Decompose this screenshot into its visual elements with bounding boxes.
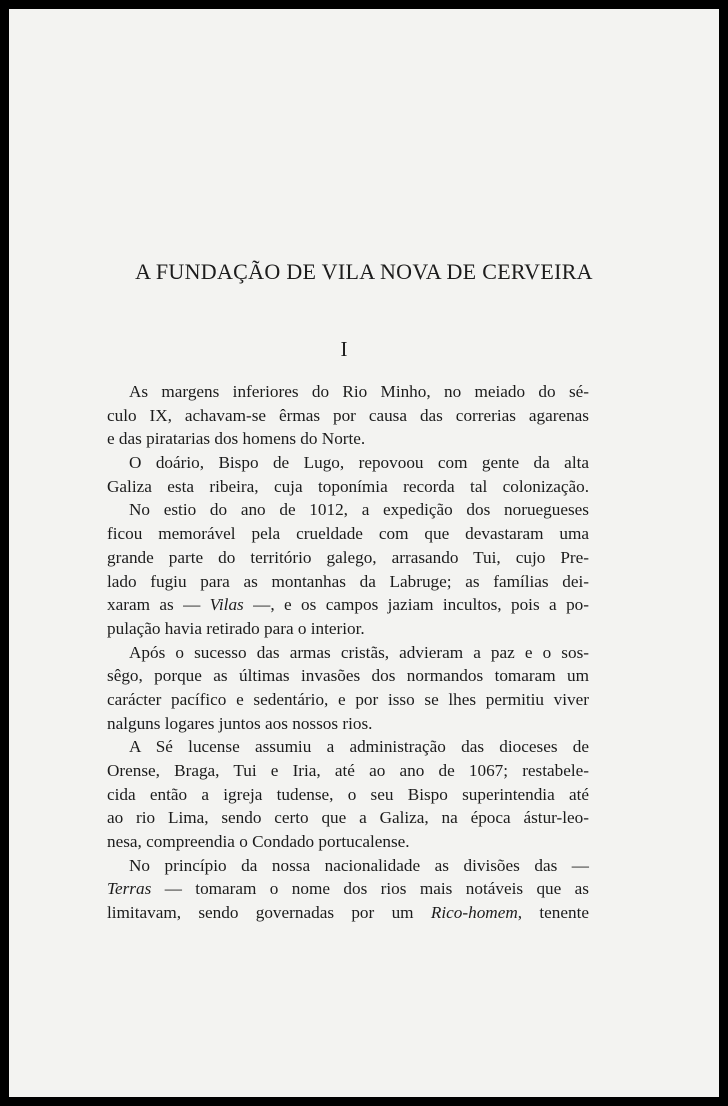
text-line: sêgo, porque as últimas invasões dos normandos tomaram um [107,666,589,686]
text-line: culo IX, achavam-se êrmas por causa das correrias agarenas [107,405,589,425]
chapter-number: I [340,337,348,361]
text-line: ficou memorável pela crueldade com que devastaram uma [107,524,589,544]
italic-term: Terras [107,879,152,899]
text-line: Orense, Braga, Tui e Iria, até ao ano de 1067; restabele- [107,761,589,780]
italic-term: Vilas [209,595,244,615]
text-fragment: — tomaram o nome dos rios mais notáveis que as [151,879,589,899]
text-line: lado fugiu para as montanhas da Labruge; as famílias dei- [107,571,589,591]
text-line: carácter pacífico e sedentário, e por isso se lhes permitiu viver [107,689,589,709]
text-line: O doário, Bispo de Lugo, repovoou com gente da alta [129,453,589,473]
text-line: No estio do ano de 1012, a expedição dos noruegueses [129,500,589,520]
text-fragment: limitavam, sendo governadas por um [107,903,431,923]
text-fragment: , tenente [517,903,589,923]
text-line: Após o sucesso das armas cristãs, advieram a paz e o sos- [129,642,589,662]
text-line [107,593,589,617]
text-line [107,901,589,925]
text-line: A Sé lucense assumiu a administração das dioceses de [129,737,589,757]
text-line: Galiza esta ribeira, cuja toponímia recorda tal colonização. [107,476,589,496]
text-line: grande parte do território galego, arrasando Tui, cujo Pre- [107,547,589,567]
text-line: pulação havia retirado para o interior. [107,618,365,638]
text-fragment: —, e os campos jaziam incultos, pois a po- [243,595,589,615]
text-line: As margens inferiores do Rio Minho, no meiado do sé- [129,382,589,401]
text-line: No princípio da nossa nacionalidade as divisões das — [129,855,589,875]
text-line: nalguns logares juntos aos nossos rios. [107,713,373,733]
italic-term: Rico-homem [430,903,518,923]
text-line: nesa, compreendia o Condado portucalense. [107,832,410,852]
book-page [9,9,719,1097]
text-line [107,877,589,901]
text-line: e das piratarias dos homens do Norte. [107,429,366,449]
text-line: cida então a igreja tudense, o seu Bispo superintendia até [107,784,589,804]
text-fragment: xaram as — [107,595,210,615]
body-text [107,380,589,925]
chapter-title: A FUNDAÇÃO DE VILA NOVA DE CERVEIRA [135,259,593,284]
text-line: ao rio Lima, sendo certo que a Galiza, na época ástur-leo- [107,808,589,828]
